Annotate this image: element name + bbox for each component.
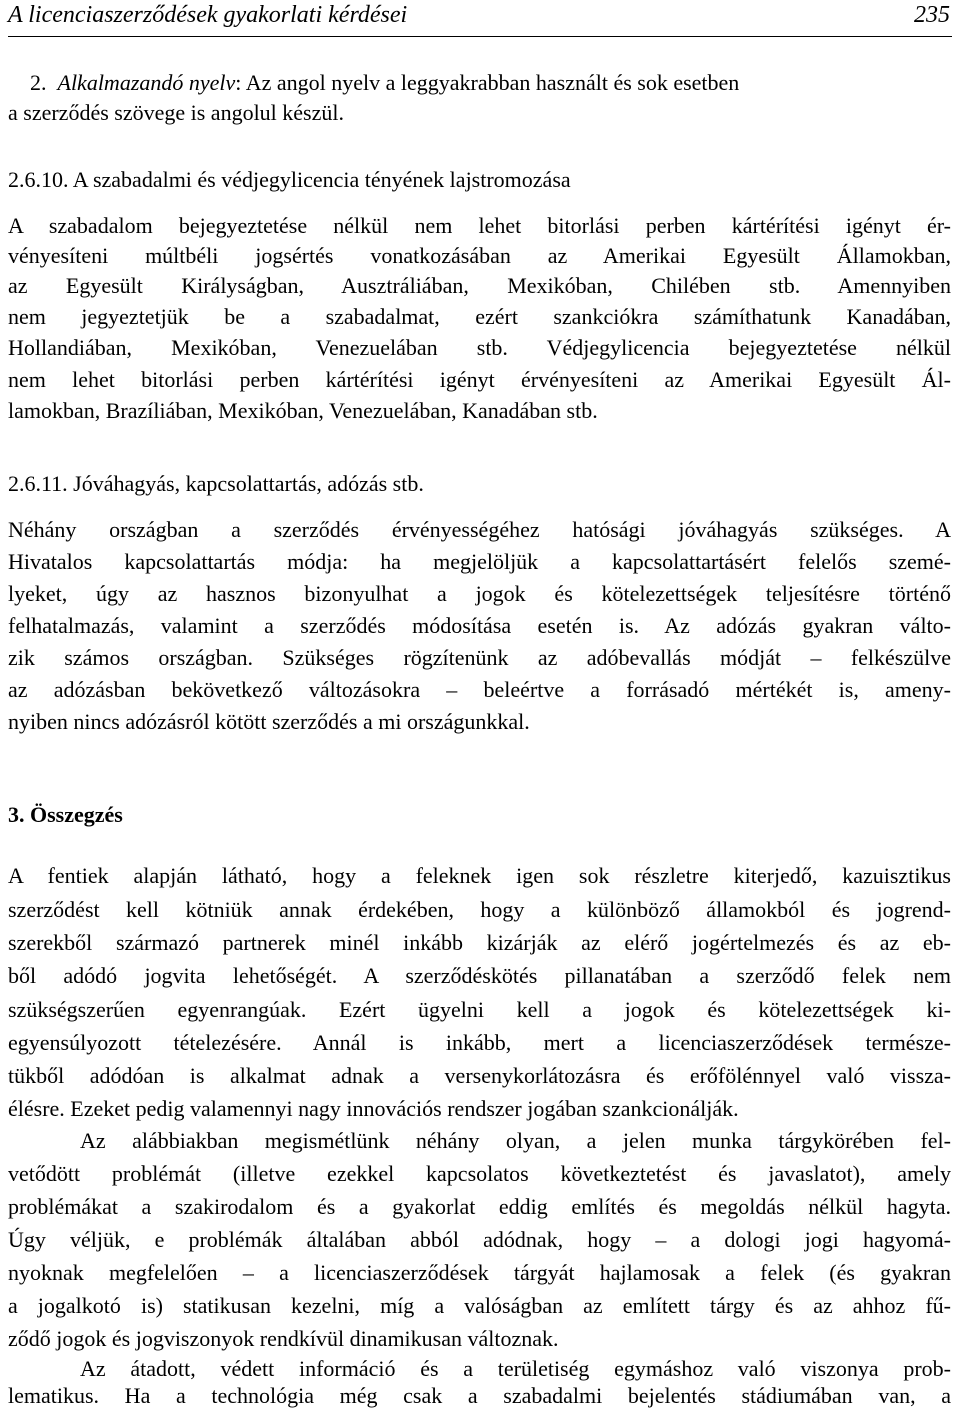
paragraph-line: ződő jogok és jogviszonyok rendkívül dinamikusan változnak. [8, 1326, 559, 1351]
paragraph-line: szerződést kell kötniük annak érdekében, hogy a különböző államokból és jogrend- [8, 897, 951, 922]
list-item-term: Alkalmazandó nyelv [57, 70, 236, 95]
paragraph-line: Hivatalos kapcsolattartás módja: ha megjelöljük a kapcsolattartásért felelős szemé- [8, 549, 951, 574]
paragraph-line: szerekből származó partnerek minél inkább kizárják az elérő jogértelmezés és az eb- [8, 930, 951, 955]
paragraph-line: Úgy véljük, e problémák általában abból adódnak, hogy – a dologi jogi hagyomá- [8, 1227, 951, 1252]
paragraph-line: a jogalkotó is) statikusan kezelni, míg a valóságban az említett tárgy és az ahhoz fű- [8, 1293, 951, 1318]
paragraph-line: A szabadalom bejegyeztetése nélkül nem lehet bitorlási perben kártérítési igényt ér- [8, 213, 951, 238]
list-item-2-line-2: a szerződés szövege is angolul készül. [8, 100, 344, 125]
paragraph-line: élésre. Ezeket pedig valamennyi nagy innovációs rendszer jogában szankcionálják. [8, 1096, 739, 1121]
section-heading-2-6-10: 2.6.10. A szabadalmi és védjegylicencia tényének lajstromozása [8, 167, 571, 192]
list-item-number: 2. [30, 70, 47, 95]
paragraph-line: Az alábbiakban megismétlünk néhány olyan, a jelen munka tárgykörében fel- [80, 1128, 951, 1153]
running-header-title: A licenciaszerződések gyakorlati kérdései [8, 2, 408, 28]
paragraph-line: az Egyesült Királyságban, Ausztráliában, Mexikóban, Chilében stb. Amennyiben [8, 273, 951, 298]
paragraph-line: felhatalmazás, valamint a szerződés módosítása esetén is. Az adózás gyakran válto- [8, 613, 951, 638]
section-heading-3: 3. Összegzés [8, 802, 123, 827]
paragraph-line: zik számos országban. Szükséges rögzítenünk az adóbevallás módját – felkészülve [8, 645, 951, 670]
paragraph-line: vényesíteni múltbéli jogsértés vonatkozásában az Amerikai Egyesült Államokban, [8, 243, 951, 268]
paragraph-line: ből adódó jogvita lehetőségét. A szerződéskötés pillanatában a szerződő felek nem [8, 963, 951, 988]
paragraph-line: nyoknak megfelelően – a licenciaszerződések tárgyát hajlamosak a felek (és gyakran [8, 1260, 951, 1285]
paragraph-line: Hollandiában, Mexikóban, Venezuelában stb. Védjegylicencia bejegyeztetése nélkül [8, 335, 951, 360]
paragraph-line: lamokban, Brazíliában, Mexikóban, Venezuelában, Kanadában stb. [8, 398, 598, 423]
paragraph-line: nem jegyeztetjük be a szabadalmat, ezért szankciókra számíthatunk Kanadában, [8, 304, 951, 329]
paragraph-line: lyeket, úgy az hasznos bizonyulhat a jogok és kötelezettségek teljesítésre történő [8, 581, 951, 606]
running-header [8, 0, 952, 37]
paragraph-line: A fentiek alapján látható, hogy a feleknek igen sok részletre kiterjedő, kazuisztikus [8, 863, 951, 888]
list-item-text: : Az angol nyelv a leggyakrabban használt és sok esetben [235, 70, 740, 95]
paragraph-line: Néhány országban a szerződés érvényességéhez hatósági jóváhagyás szükséges. A [8, 517, 951, 542]
paragraph-line: tükből adódóan is alkalmat adnak a versenykorlátozásra és erőfölénnyel való vissza- [8, 1063, 951, 1088]
paragraph-line: vetődött problémát (illetve ezekkel kapcsolatos következtetést és javaslatot), amely [8, 1161, 951, 1186]
paragraph-line: nem lehet bitorlási perben kártérítési igényt érvényesíteni az Amerikai Egyesült Ál- [8, 367, 951, 392]
section-heading-2-6-11: 2.6.11. Jóváhagyás, kapcsolattartás, adózás stb. [8, 471, 424, 496]
paragraph-line: szükségszerűen egyenrangúak. Ezért ügyelni kell a jogok és kötelezettségek ki- [8, 997, 951, 1022]
paragraph-line: az adózásban bekövetkező változásokra – beleértve a forrásadó mértékét is, ameny- [8, 677, 951, 702]
paragraph-line: Az átadott, védett információ és a területiség egymáshoz való viszonya prob- [80, 1356, 951, 1381]
list-item-2-line-1 [8, 68, 951, 98]
paragraph-line: lematikus. Ha a technológia még csak a szabadalmi bejelentés stádiumában van, a [8, 1383, 951, 1408]
page-number: 235 [914, 2, 950, 28]
paragraph-line: problémákat a szakirodalom és a gyakorlat eddig említés és megoldás nélkül hagyta. [8, 1194, 951, 1219]
paragraph-line: nyiben nincs adózásról kötött szerződés a mi országunkkal. [8, 709, 530, 734]
paragraph-line: egyensúlyozott tételezésére. Annál is inkább, mert a licenciaszerződések természe- [8, 1030, 951, 1055]
